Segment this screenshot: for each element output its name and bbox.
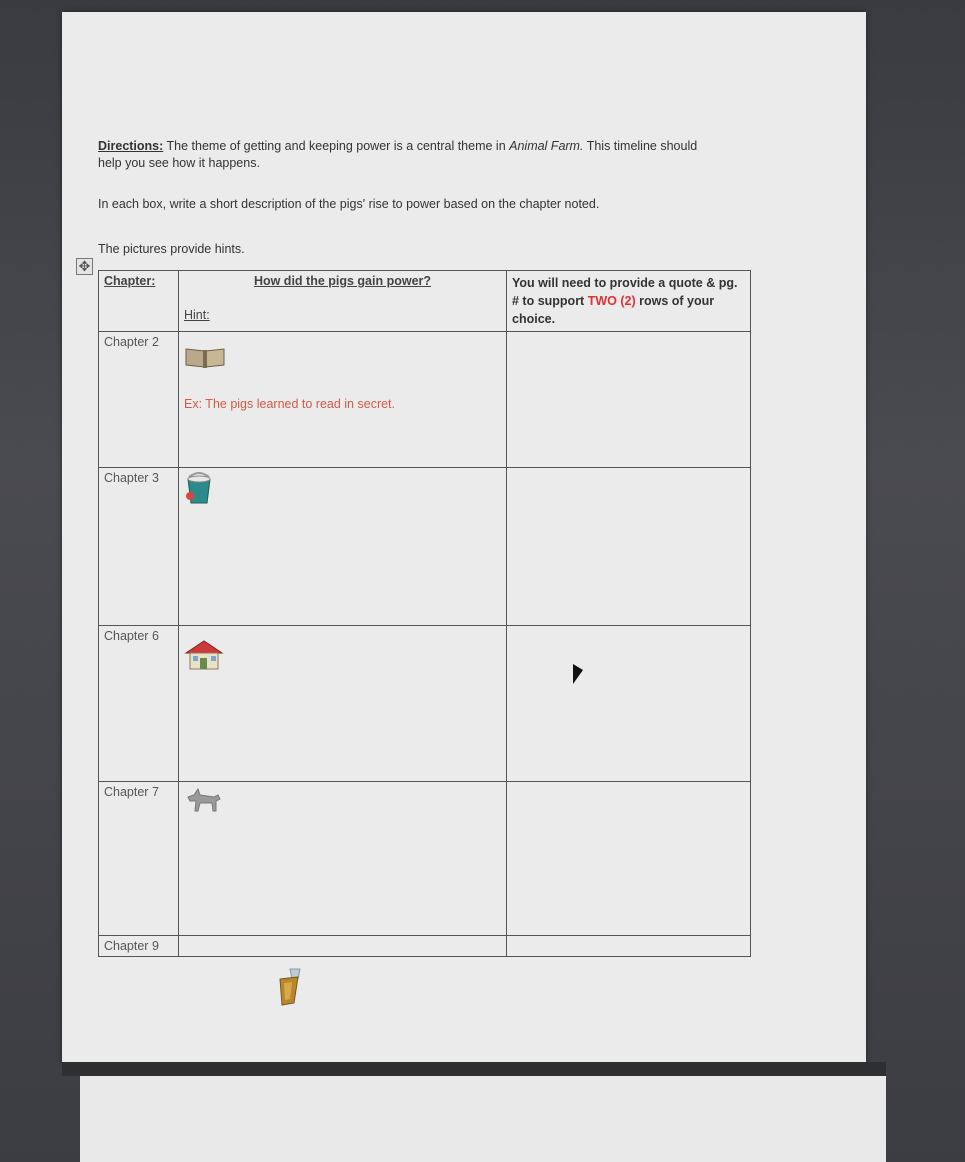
chapter-label: Chapter 3 xyxy=(104,471,159,485)
book-title: Animal Farm. xyxy=(509,139,584,153)
answer-cell[interactable] xyxy=(179,468,507,626)
chapter-label: Chapter 7 xyxy=(104,785,159,799)
chapter-label: Chapter 9 xyxy=(104,939,159,953)
header-support-red: TWO (2) xyxy=(587,294,636,308)
timeline-table xyxy=(98,270,751,957)
answer-cell[interactable] xyxy=(179,626,507,782)
header-question: How did the pigs gain power? xyxy=(253,274,432,288)
header-chapter: Chapter: xyxy=(104,274,156,288)
header-hint: Hint: xyxy=(184,308,210,322)
quote-cell[interactable] xyxy=(507,468,751,626)
header-chapter-cell[interactable] xyxy=(99,271,179,332)
chapter-cell[interactable] xyxy=(99,626,179,782)
table-row xyxy=(99,626,751,782)
dog-icon xyxy=(184,785,224,815)
header-support-part2: rows of your choice. xyxy=(512,294,715,326)
chapter-cell[interactable] xyxy=(99,468,179,626)
chapter-cell[interactable] xyxy=(99,332,179,468)
chapter-cell[interactable] xyxy=(99,936,179,957)
table-move-handle-icon[interactable]: ✥ xyxy=(76,258,93,275)
farmhouse-icon xyxy=(184,639,224,671)
chapter-cell[interactable] xyxy=(99,782,179,936)
table-row xyxy=(99,782,751,936)
answer-cell[interactable] xyxy=(179,782,507,936)
header-question-cell[interactable] xyxy=(179,271,507,332)
answer-cell[interactable] xyxy=(179,936,507,957)
quote-cell[interactable] xyxy=(507,626,751,782)
header-support xyxy=(512,274,745,328)
next-document-page xyxy=(80,1076,886,1162)
table-row xyxy=(99,332,751,468)
table-row xyxy=(99,468,751,626)
directions-paragraph xyxy=(98,138,698,172)
answer-cell[interactable] xyxy=(179,332,507,468)
header-support-cell[interactable] xyxy=(507,271,751,332)
table-row xyxy=(99,936,751,957)
page-gap xyxy=(62,1062,886,1076)
directions-text-after: This timeline should help you see how it happens. xyxy=(98,139,698,170)
mouse-cursor-icon xyxy=(573,664,583,684)
quote-cell[interactable] xyxy=(507,936,751,957)
paint-bucket-icon xyxy=(184,469,214,505)
table-header-row xyxy=(99,271,751,332)
header-support-part1: You will need to provide a quote & pg. # to support xyxy=(512,276,738,308)
quote-cell[interactable] xyxy=(507,782,751,936)
example-answer: Ex: The pigs learned to read in secret. xyxy=(184,397,395,411)
directions-label: Directions: xyxy=(98,139,164,153)
chapter-label: Chapter 2 xyxy=(104,335,159,349)
chapter-label: Chapter 6 xyxy=(104,629,159,643)
pictures-note: The pictures provide hints. xyxy=(98,242,245,256)
quote-cell[interactable] xyxy=(507,332,751,468)
directions-text-before: The theme of getting and keeping power is a central theme in xyxy=(166,139,506,153)
book-icon xyxy=(184,345,226,369)
torch-icon xyxy=(270,965,306,1009)
instruction-text: In each box, write a short description of the pigs' rise to power based on the chapter noted. xyxy=(98,197,600,211)
